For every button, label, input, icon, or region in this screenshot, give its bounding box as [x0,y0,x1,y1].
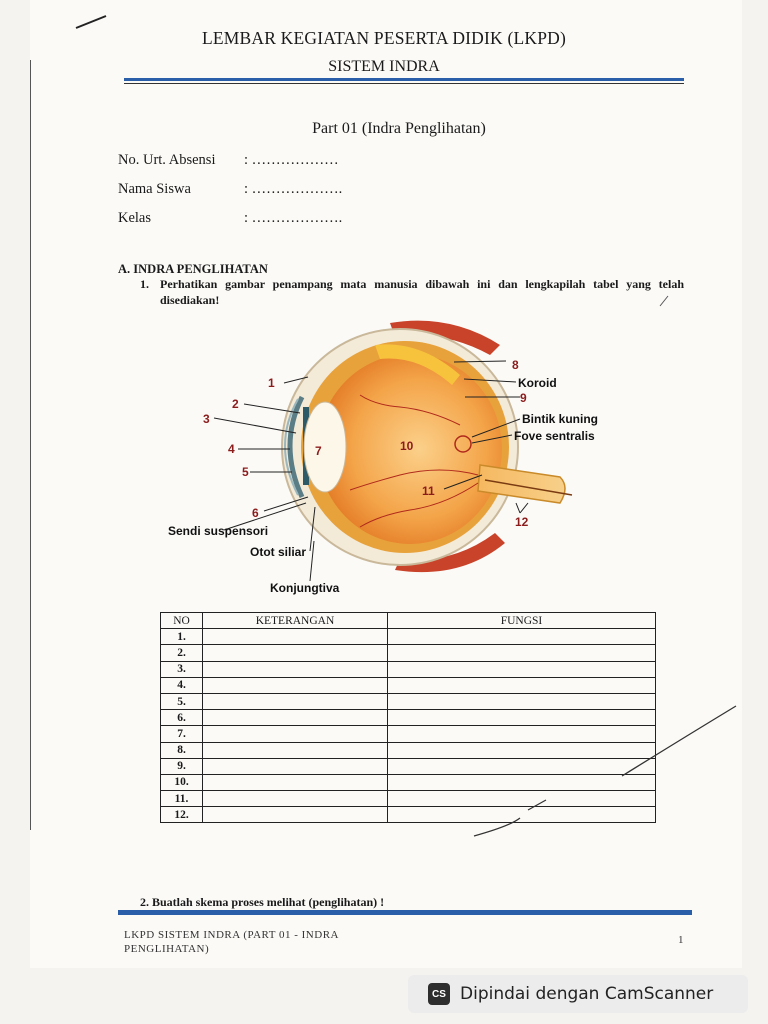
diagram-number-4: 4 [228,442,235,456]
row-number: 1. [161,629,203,645]
cell-keterangan[interactable] [203,629,388,645]
cell-keterangan[interactable] [203,677,388,693]
page-edge-line [30,60,31,830]
label-otot-siliar: Otot siliar [250,545,307,559]
table-row [161,645,656,661]
cell-keterangan[interactable] [203,758,388,774]
document-title: LEMBAR KEGIATAN PESERTA DIDIK (LKPD) [201,28,567,48]
row-number: 8. [161,742,203,758]
cell-fungsi[interactable] [388,791,656,807]
camscanner-logo: CS [428,983,450,1005]
table-row [161,677,656,693]
diagram-number-11: 11 [422,484,435,498]
cell-keterangan[interactable] [203,710,388,726]
field-blank: : ………………. [244,210,343,226]
diagram-number-5: 5 [242,465,249,479]
table-row [161,693,656,709]
cell-fungsi[interactable] [388,726,656,742]
header-no: NO [161,613,203,629]
row-number: 3. [161,661,203,677]
cell-keterangan[interactable] [203,774,388,790]
diagram-number-10: 10 [400,439,414,453]
footer-rule [118,910,692,915]
table-row [161,742,656,758]
cell-keterangan[interactable] [203,661,388,677]
cell-keterangan[interactable] [203,791,388,807]
label-konjungtiva: Konjungtiva [270,581,340,595]
cell-keterangan[interactable] [203,807,388,823]
field-blank: : ……………… [244,152,339,168]
table-row [161,758,656,774]
diagram-number-2: 2 [232,397,239,411]
footer-line-2: PENGLIHATAN) [124,943,210,955]
eye-cross-section-diagram [160,315,610,600]
camscanner-text: Dipindai dengan CamScanner [460,984,714,1004]
field-kelas [118,210,342,227]
cell-fungsi[interactable] [388,645,656,661]
header-keterangan: KETERANGAN [203,613,388,629]
diagram-number-9: 9 [520,391,527,405]
table-row [161,661,656,677]
cell-keterangan[interactable] [203,645,388,661]
diagram-number-7: 7 [315,444,322,458]
diagram-number-12: 12 [515,515,529,529]
table-row [161,629,656,645]
cell-keterangan[interactable] [203,726,388,742]
field-label: Kelas [118,210,152,226]
label-bintik-kuning: Bintik kuning [522,412,598,426]
table-row [161,710,656,726]
label-koroid: Koroid [518,376,557,390]
camscanner-watermark [408,975,748,1013]
answer-table [160,612,656,823]
document-subtitle: SISTEM INDRA [328,58,440,75]
row-number: 10. [161,774,203,790]
field-label: No. Urt. Absensi [118,152,216,168]
question-1 [140,276,684,308]
cell-keterangan[interactable] [203,742,388,758]
diagram-number-8: 8 [512,358,519,372]
cell-keterangan[interactable] [203,693,388,709]
footer-text [124,928,339,956]
footer-line-1: LKPD SISTEM INDRA (PART 01 - INDRA [124,929,339,941]
question-2: 2. Buatlah skema proses melihat (penglihatan) ! [140,895,385,909]
table-header-row [161,613,656,629]
title-rule [124,78,684,81]
title-rule-thin [124,83,684,84]
header-fungsi: FUNGSI [388,613,656,629]
field-nama [118,181,342,198]
diagram-number-6: 6 [252,506,259,520]
table-row [161,807,656,823]
cell-fungsi[interactable] [388,710,656,726]
cell-fungsi[interactable] [388,677,656,693]
field-blank: : ………………. [244,181,343,197]
diagram-number-1: 1 [268,376,275,390]
table-row [161,726,656,742]
lens [304,402,346,492]
cell-fungsi[interactable] [388,661,656,677]
row-number: 9. [161,758,203,774]
row-number: 11. [161,791,203,807]
table-row [161,774,656,790]
row-number: 6. [161,710,203,726]
row-number: 2. [161,645,203,661]
question-1-number: 1. [140,277,149,291]
cell-fungsi[interactable] [388,758,656,774]
row-number: 7. [161,726,203,742]
part-heading: Part 01 (Indra Penglihatan) [312,120,486,137]
cell-fungsi[interactable] [388,629,656,645]
label-sendi-suspensori: Sendi suspensori [168,524,269,538]
cell-fungsi[interactable] [388,807,656,823]
cell-fungsi[interactable] [388,774,656,790]
cell-fungsi[interactable] [388,693,656,709]
cell-fungsi[interactable] [388,742,656,758]
row-number: 12. [161,807,203,823]
row-number: 5. [161,693,203,709]
diagram-number-3: 3 [203,412,210,426]
question-1-text: Perhatikan gambar penampang mata manusia dibawah ini dan lengkapilah tabel yang telah disediakan! [160,277,684,307]
label-fove-sentralis: Fove sentralis [514,429,595,443]
page-number: 1 [678,934,684,946]
field-label: Nama Siswa [118,181,191,197]
row-number: 4. [161,677,203,693]
table-row [161,791,656,807]
section-a-heading: A. INDRA PENGLIHATAN [118,262,268,276]
field-absensi [118,152,339,169]
